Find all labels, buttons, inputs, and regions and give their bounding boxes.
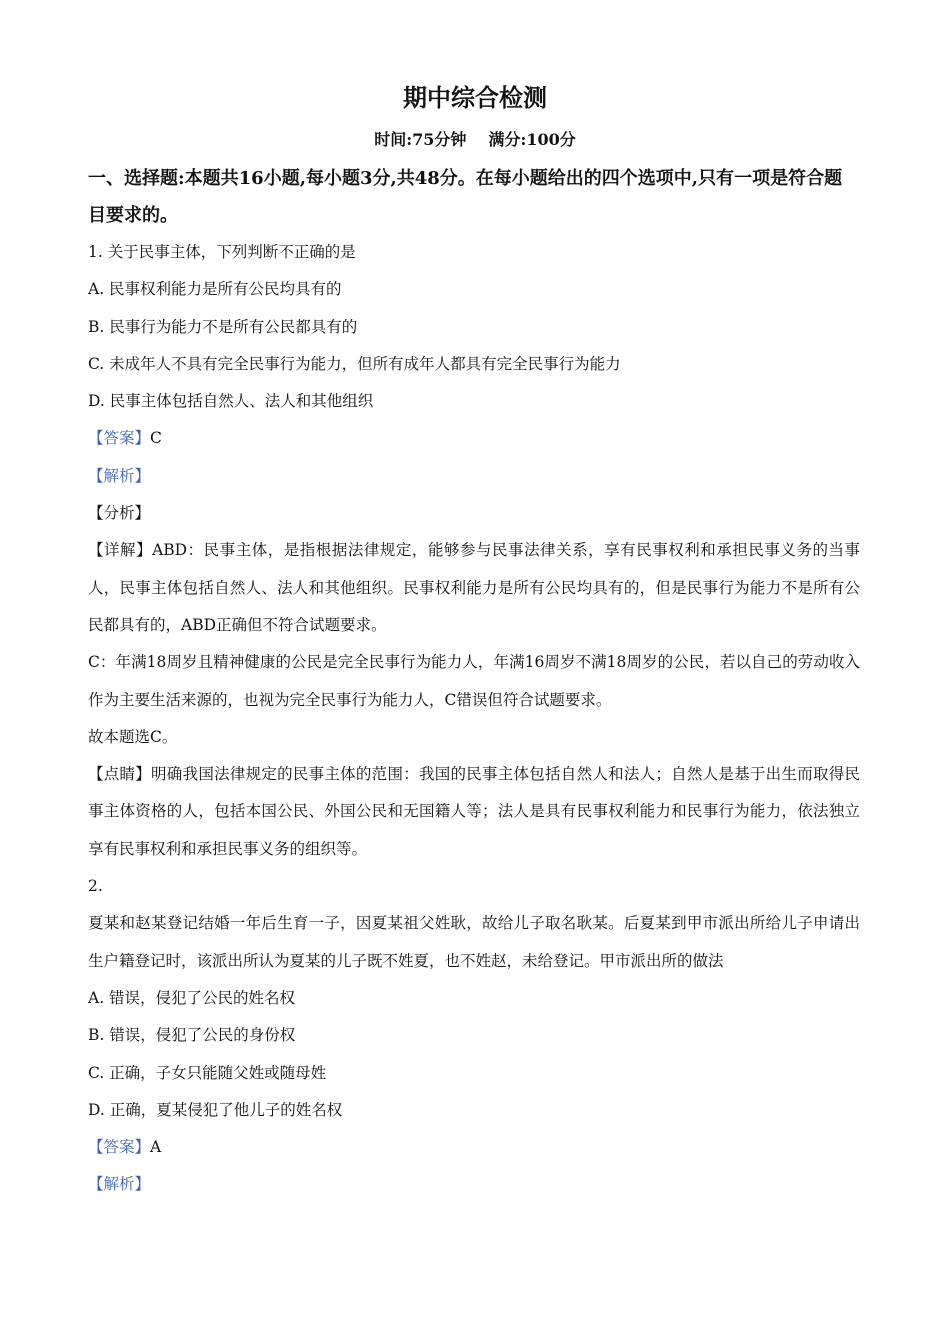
analysis-tag: 【解析】 — [88, 1175, 151, 1194]
detail-tag: 【详解】 — [88, 541, 153, 560]
section-heading: 一、选择题:本题共16小题,每小题3分,共48分。在每小题给出的四个选项中,只有一项是符合题目要求的。 — [88, 168, 843, 226]
exam-info — [0, 126, 950, 154]
q1-analysis — [88, 458, 860, 495]
q1-dianjing — [88, 756, 860, 868]
q2-analysis — [88, 1166, 860, 1203]
fenxi-tag: 【分析】 — [88, 504, 151, 523]
answer-value: A — [150, 1138, 162, 1157]
questions — [88, 234, 860, 1204]
q1-stem: 1. 关于民事主体，下列判断不正确的是 — [88, 243, 356, 261]
q2-option-c: C. 正确，子女只能随父姓或随母姓 — [88, 1063, 327, 1082]
q1-option-a: A. 民事权利能力是所有公民均具有的 — [88, 280, 342, 299]
answer-tag: 【答案】 — [88, 1138, 151, 1157]
q2-option-b: B. 错误，侵犯了公民的身份权 — [88, 1026, 296, 1045]
q1-option-b: B. 民事行为能力不是所有公民都具有的 — [88, 317, 358, 336]
full-score: 满分:100分 — [488, 130, 576, 149]
q2-answer — [88, 1129, 860, 1166]
time-limit: 时间:75分钟 — [374, 130, 467, 149]
q1-option-c: C. 未成年人不具有完全民事行为能力，但所有成年人都具有完全民事行为能力 — [88, 354, 621, 373]
analysis-tag: 【解析】 — [88, 466, 151, 485]
q1-conclusion: 故本题选C。 — [88, 727, 178, 746]
q2-number: 2. — [88, 877, 103, 896]
page-title: 期中综合检测 — [403, 83, 547, 112]
answer-value: C — [150, 429, 162, 448]
q2-option-d: D. 正确，夏某侵犯了他儿子的姓名权 — [88, 1100, 343, 1119]
q1-option-d: D. 民事主体包括自然人、法人和其他组织 — [88, 392, 374, 411]
dianjing-text: 明确我国法律规定的民事主体的范围：我国的民事主体包括自然人和法人；自然人是基于出生而取得民事主体资格的人，包括本国公民、外国公民和无国籍人等；法人是具有民事权利能力和民事行为能力，依法独立享有民事权利和承担民事义务的组织等。 — [88, 765, 860, 858]
q1-detail-c: C：年满18周岁且精神健康的公民是完全民事行为能力人，年满16周岁不满18周岁的公民，若以自己的劳动收入作为主要生活来源的，也视为完全民事行为能力人，C错误但符合试题要求。 — [88, 653, 860, 709]
answer-tag: 【答案】 — [88, 429, 151, 448]
q1-answer — [88, 420, 860, 457]
dianjing-tag: 【点睛】 — [88, 765, 152, 784]
q1-detail-abd — [88, 532, 860, 644]
detail-abd-text: ABD：民事主体，是指根据法律规定，能够参与民事法律关系，享有民事权利和承担民事义务的当事人，民事主体包括自然人、法人和其他组织。民事权利能力是所有公民均具有的，但是民事行为能力不是所有公民都具有的，ABD正确但不符合试题要求。 — [88, 541, 860, 634]
q1-fenxi — [88, 495, 860, 532]
q2-stem: 夏某和赵某登记结婚一年后生育一子，因夏某祖父姓耿，故给儿子取名耿某。后夏某到甲市派出所给儿子申请出生户籍登记时，该派出所认为夏某的儿子既不姓夏，也不姓赵，未给登记。甲市派出所的做法 — [88, 914, 860, 970]
q2-option-a: A. 错误，侵犯了公民的姓名权 — [88, 988, 296, 1007]
